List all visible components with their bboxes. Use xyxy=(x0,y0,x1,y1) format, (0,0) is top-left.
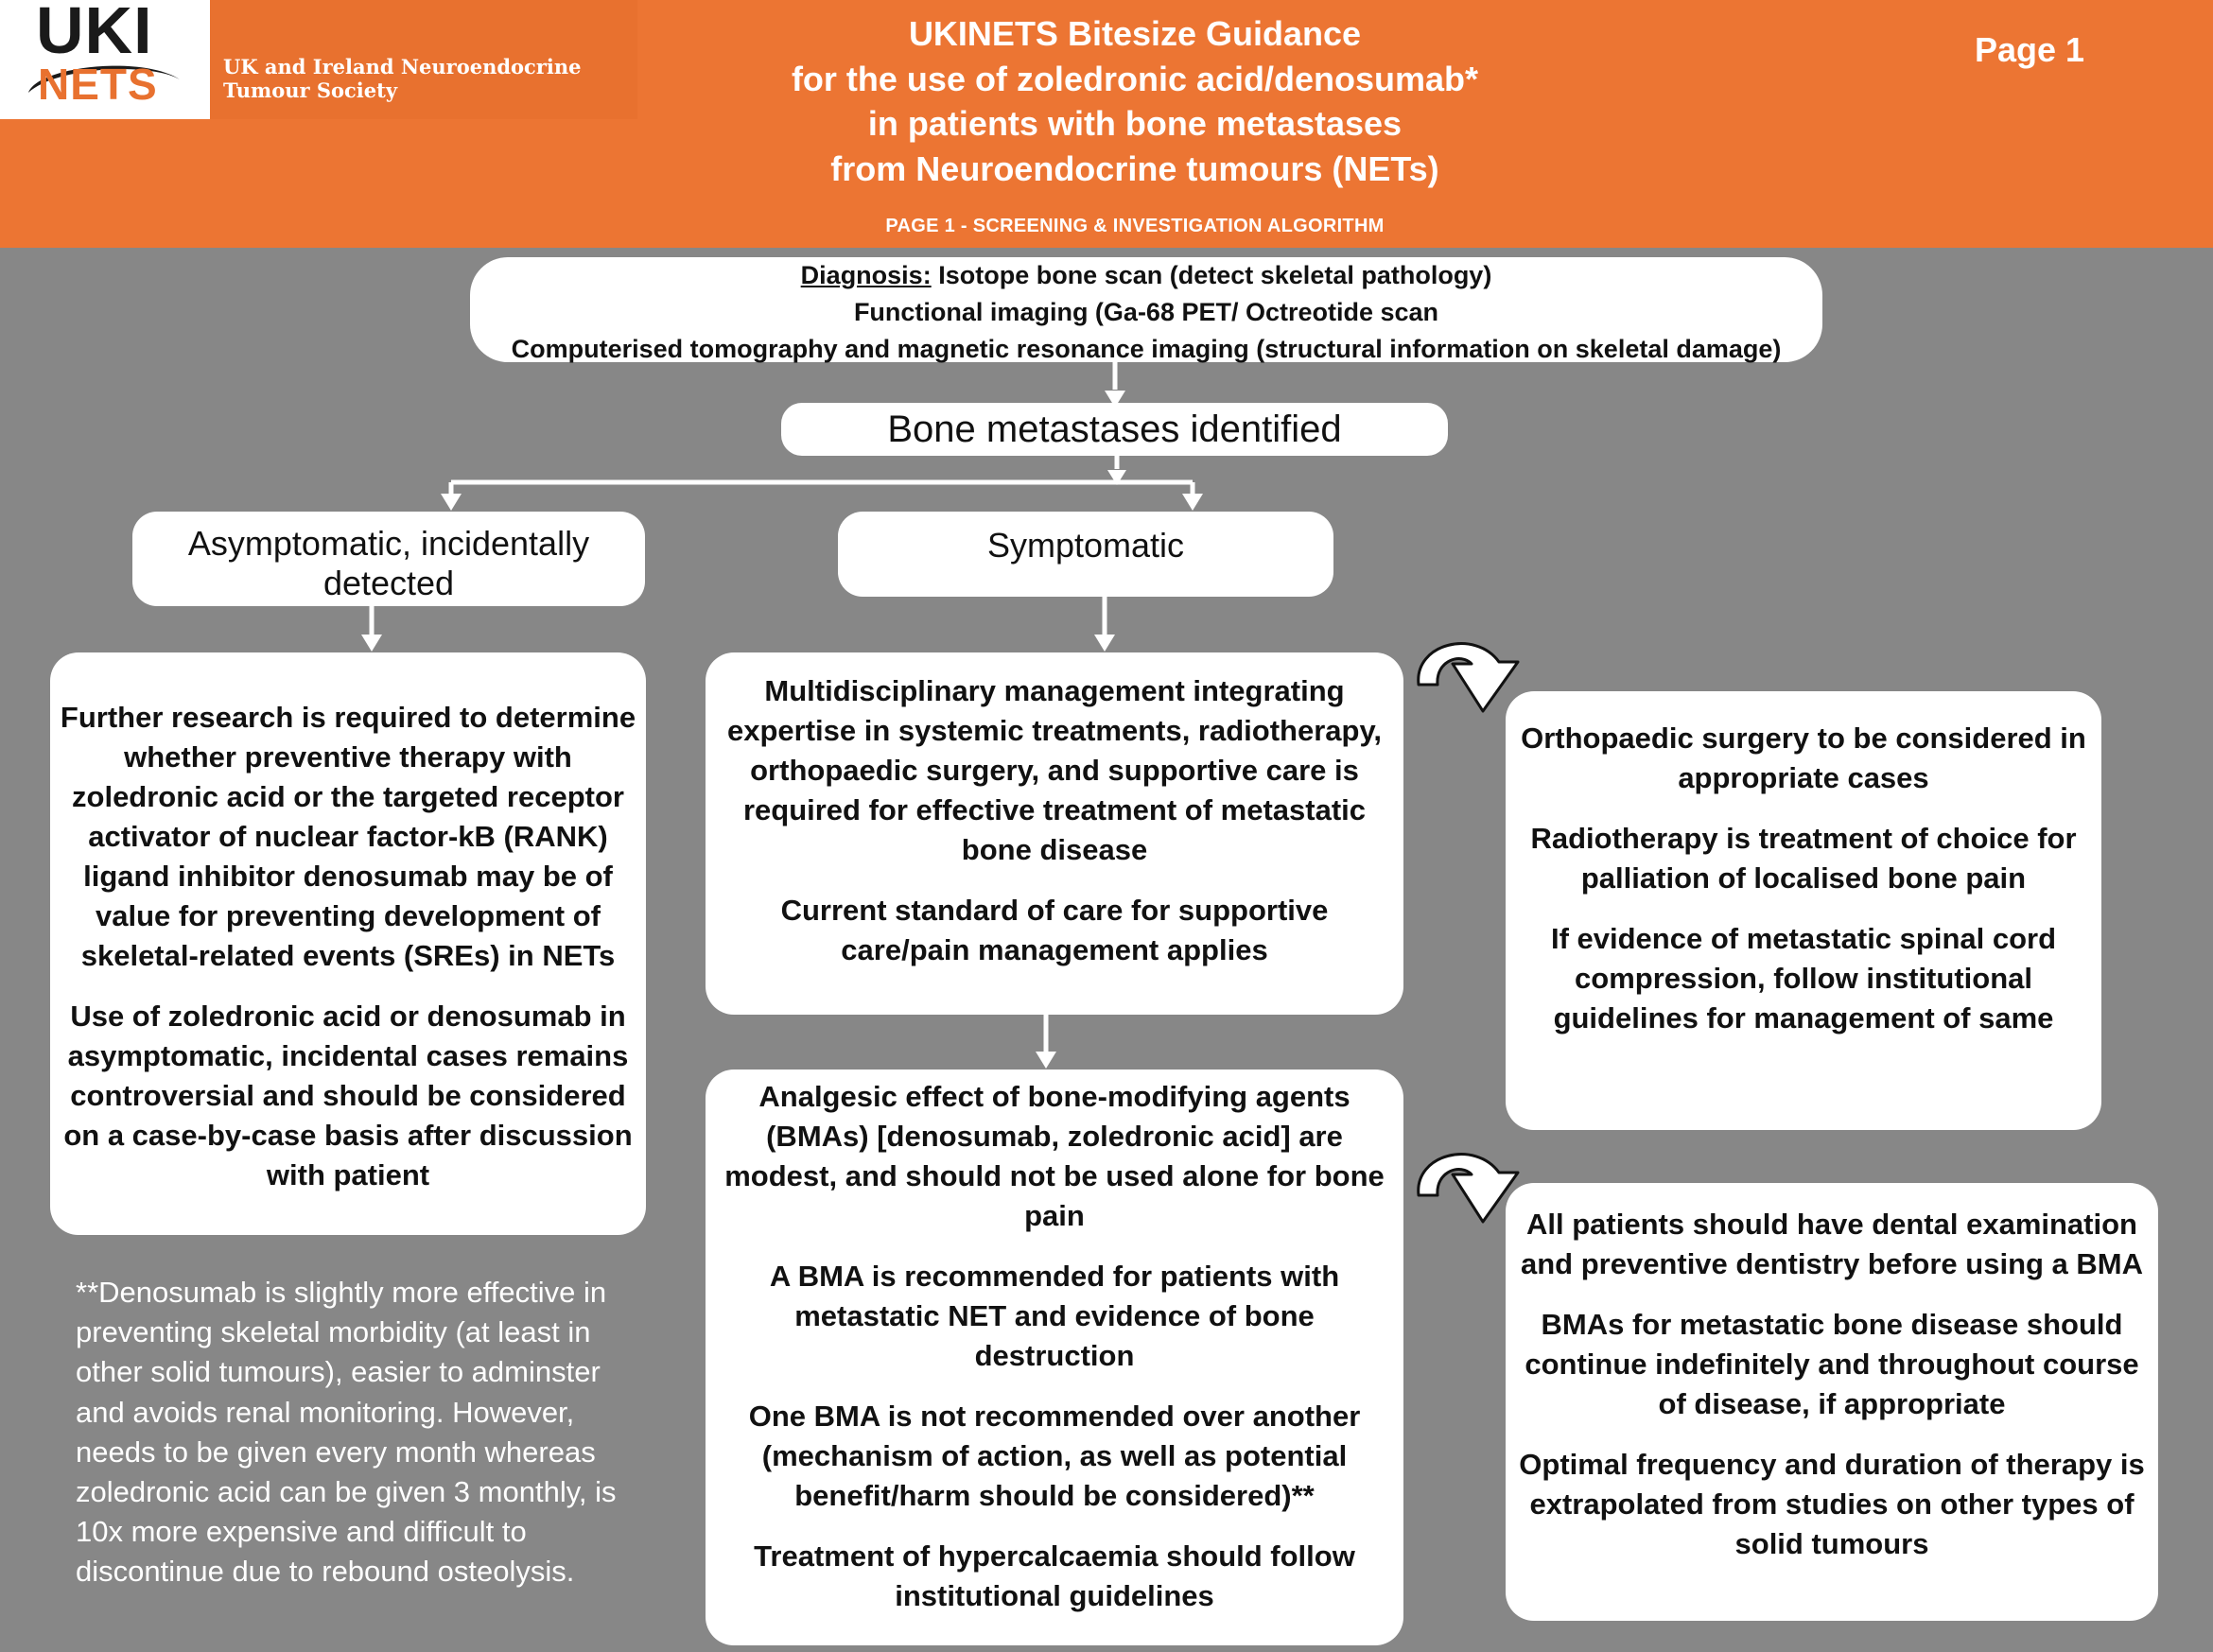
page-subtitle: PAGE 1 - SCREENING & INVESTIGATION ALGORITHM xyxy=(885,216,1385,236)
title-line: UKINETS Bitesize Guidance xyxy=(908,14,1362,53)
logo-nets-text: NETS xyxy=(38,60,158,109)
multidisciplinary-box xyxy=(706,652,1403,1015)
diagnosis-box xyxy=(470,257,1822,362)
diagnosis-text: Isotope bone scan (detect skeletal pathology) xyxy=(931,261,1492,289)
orthopaedic-paragraph: Orthopaedic surgery to be considered in appropriate cases xyxy=(1521,722,2086,794)
dental-paragraph: BMAs for metastatic bone disease should continue indefinitely and throughout course of disease, if appropriate xyxy=(1525,1308,2139,1420)
logo-society-line: UK and Ireland Neuroendocrine xyxy=(223,55,582,78)
analgesic-paragraph: One BMA is not recommended over another (mechanism of action, as well as potential benefit/harm should be considered)** xyxy=(748,1400,1361,1512)
research-paragraph: Use of zoledronic acid or denosumab in asymptomatic, incidental cases remains controversial and should be considered on a case-by-case basis after discussion with patient xyxy=(63,1000,633,1191)
orthopaedic-paragraph: Radiotherapy is treatment of choice for palliation of localised bone pain xyxy=(1530,822,2077,895)
arrowhead xyxy=(1036,1052,1056,1069)
asymptomatic-box: Asymptomatic, incidentally detected xyxy=(132,512,645,606)
arrowhead xyxy=(1182,494,1203,511)
arrowhead xyxy=(1094,635,1115,652)
analgesic-box xyxy=(706,1069,1403,1645)
title-line: for the use of zoledronic acid/denosumab* xyxy=(791,59,1479,98)
analgesic-paragraph: Analgesic effect of bone-modifying agents (BMAs) [denosumab, zoledronic acid] are modest, and should not be used alone for bone pain xyxy=(724,1080,1385,1232)
multidisciplinary-paragraph: Multidisciplinary management integrating expertise in systemic treatments, radiotherapy, orthopaedic surgery, and supportive care is required for effective treatment of metastatic bone disease xyxy=(726,674,1383,866)
dental-paragraph: Optimal frequency and duration of therapy is extrapolated from studies on other types of solid tumours xyxy=(1519,1448,2145,1560)
symptomatic-box: Symptomatic xyxy=(838,512,1333,597)
orthopaedic-box xyxy=(1506,691,2101,1130)
curved-arrow-icon xyxy=(1419,644,1518,711)
arrowhead xyxy=(361,635,382,652)
dental-box xyxy=(1506,1183,2158,1621)
logo-society-line: Tumour Society xyxy=(223,78,398,102)
title-line: in patients with bone metastases xyxy=(867,104,1403,143)
page-number: Page 1 xyxy=(1975,30,2085,69)
orthopaedic-paragraph: If evidence of metastatic spinal cord compression, follow institutional guidelines for management of same xyxy=(1550,922,2057,1035)
curved-arrow-icon xyxy=(1419,1155,1518,1222)
title-line: from Neuroendocrine tumours (NETs) xyxy=(830,148,1439,188)
research-paragraph: Further research is required to determine whether preventive therapy with zoledronic acid or the targeted receptor activator of nuclear factor-kB (RANK) ligand inhibitor denosumab may be of value for preventing development of skeletal-related events (SREs) in NETs xyxy=(60,701,636,972)
footnote: **Denosumab is slightly more effective in preventing skeletal morbidity (at least in other solid tumours), easier to adminster and avoids renal monitoring. However, needs to be given every month whereas zoledronic acid can be given 3 monthly, is 10x more expensive and difficult to discontinue due to rebound osteolysis. xyxy=(76,1276,617,1589)
diagnosis-label: Diagnosis: xyxy=(800,261,932,289)
ct-mri-line: Computerised tomography and magnetic resonance imaging (structural information on skeletal damage) xyxy=(511,335,1782,363)
logo-uki-text: UKI xyxy=(36,0,153,67)
arrowhead xyxy=(441,494,462,511)
functional-imaging-line: Functional imaging (Ga-68 PET/ Octreotide scan xyxy=(853,298,1439,326)
multidisciplinary-paragraph: Current standard of care for supportive care/pain management applies xyxy=(780,894,1329,966)
diagnosis-line xyxy=(470,257,1822,294)
dental-paragraph: All patients should have dental examination and preventive dentistry before using a BMA xyxy=(1520,1208,2144,1280)
analgesic-paragraph: Treatment of hypercalcaemia should follow institutional guidelines xyxy=(754,1539,1355,1612)
analgesic-paragraph: A BMA is recommended for patients with metastatic NET and evidence of bone destruction xyxy=(769,1260,1340,1372)
bone-metastases-box: Bone metastases identified xyxy=(781,403,1448,456)
research-box xyxy=(50,652,646,1235)
